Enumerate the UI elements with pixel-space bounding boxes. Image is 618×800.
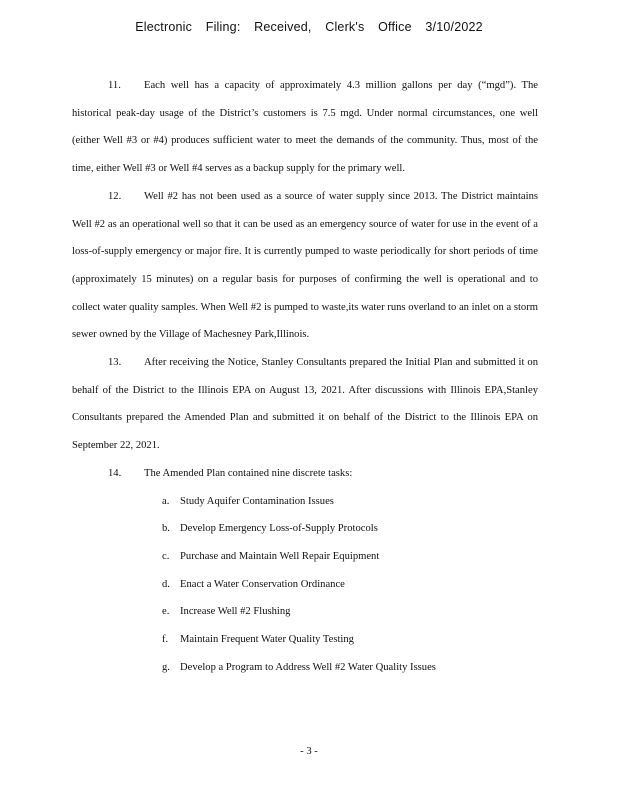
paragraph-number: 13. [108,357,122,369]
task-letter: g. [162,661,170,673]
task-text: Increase Well #2 Flushing [180,606,291,618]
list-item [162,598,538,626]
list-item [162,515,538,543]
paragraph-14 [72,460,538,488]
list-item [162,571,538,599]
task-text: Develop Emergency Loss-of-Supply Protocols [180,523,378,535]
task-letter: e. [162,606,170,618]
document-body [72,72,538,681]
paragraph-12 [72,183,538,349]
paragraph-number: 11. [108,80,121,91]
task-text: Purchase and Maintain Well Repair Equipment [180,550,380,562]
task-letter: c. [162,550,170,562]
paragraph-text: After receiving the Notice, Stanley Consultants prepared the Initial Plan and submitted it on behalf of the District to the Illinois EPA on August 13, 2021. After discussions with Illinois EPA,Stanley Consultants prepared the Amended Plan and submitted it on behalf of the District to the Illinois EPA on September 22, 2021. [72,357,538,452]
list-item [162,626,538,654]
paragraph-text: Each well has a capacity of approximately 4.3 million gallons per day (“mgd”). The historical peak-day usage of the District’s customers is 7.5 mgd. Under normal circumstances, one well (either Well #3 or #4) produces sufficient water to meet the demands of the community. Thus, most of the time, either Well #3 or Well #4 serves as a backup supply for the primary well. [72,80,538,175]
task-letter: d. [162,578,170,590]
filing-stamp-header: Electronic Filing: Received, Clerk's Office 3/10/2022 [135,20,483,34]
list-item [162,654,538,682]
paragraph-number: 14. [108,467,122,479]
paragraph-11 [72,72,538,183]
task-text: Enact a Water Conservation Ordinance [180,578,345,590]
task-list [72,488,538,682]
paragraph-text: The Amended Plan contained nine discrete tasks: [144,467,353,479]
paragraph-13 [72,349,538,460]
list-item [162,543,538,571]
task-text: Develop a Program to Address Well #2 Water Quality Issues [180,661,436,673]
task-letter: b. [162,523,170,535]
task-text: Study Aquifer Contamination Issues [180,495,334,507]
page-number: - 3 - [300,746,318,757]
list-item [162,488,538,516]
paragraph-text: Well #2 has not been used as a source of water supply since 2013. The District maintains Well #2 as an operational well so that it can be used as an emergency source of water for use in the event of a loss-of-supply emergency or major fire. It is currently pumped to waste periodically for short periods of time (approximately 15 minutes) on a regular basis for purposes of confirming the well is operational and to collect water quality samples. When Well #2 is pumped to waste,its water runs overland to an inlet on a storm sewer owned by the Village of Machesney Park,Illinois. [72,190,538,341]
task-text: Maintain Frequent Water Quality Testing [180,634,354,646]
paragraph-number: 12. [108,190,122,202]
task-letter: f. [162,634,169,646]
task-letter: a. [162,495,170,507]
